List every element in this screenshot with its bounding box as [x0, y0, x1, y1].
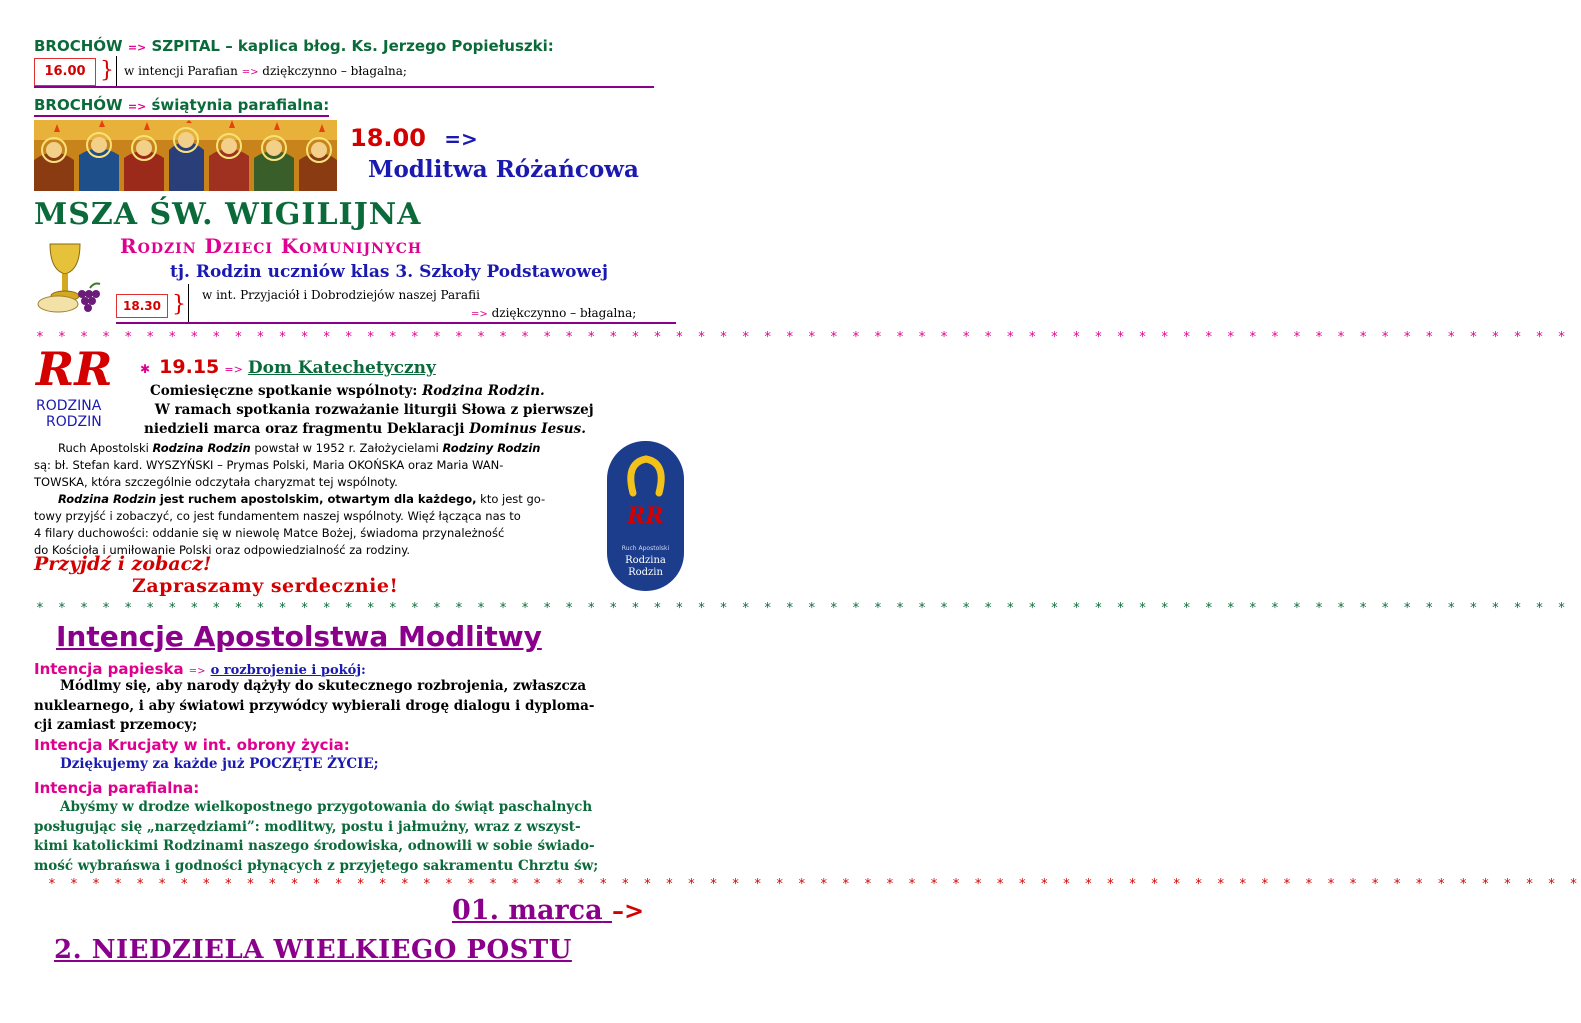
meeting-heading: [140, 356, 436, 378]
vigil-mass-row: [116, 284, 676, 324]
meeting-time: 19.15: [159, 356, 220, 378]
rr-logo-letters: RR: [36, 342, 113, 396]
divider: [116, 56, 117, 86]
sunday-title: 2. NIEDZIELA WIELKIEGO POSTU: [54, 935, 572, 965]
come-and-see-text: Przyjdź i zobacz!: [34, 553, 212, 575]
rodzina-rodzin-logo: RR RODZINA RODZIN: [36, 342, 113, 430]
arrow-icon: =>: [127, 100, 147, 113]
sunday-date: 01. marca –>: [452, 895, 645, 926]
parish-intention-text: Abyśmy w drodze wielkopostnego przygotowania do świąt paschalnych posługując się „narzędziami”: modlitwy, postu i jałmużny, wraz z wszyst- kimi katolickimi Rodzinami naszego środowiska, odnowili w sobie świado- mość wybrańswa i godności płynących z przyjętego sakramentu Chrztu św;: [34, 799, 599, 874]
pentecost-icon-image: [34, 120, 337, 191]
parish-church-heading: BROCHÓW => świątynia parafialna:: [34, 96, 329, 117]
arrow-icon: –>: [612, 896, 645, 925]
parish-intention-heading: Intencja parafialna:: [34, 779, 200, 797]
star-divider: * * * * * * * * * * * * * * * * * * * * * * * * * * * * * * * * * * * * * * * * * * * * * * * * * * * * * * * * * * * * * * * * * * * * * *: [36, 601, 1569, 616]
mass-intention: w int. Przyjaciół i Dobrodziejów naszej Parafii: [202, 288, 480, 302]
star-divider: * * * * * * * * * * * * * * * * * * * * * * * * * * * * * * * * * * * * * * * * * * * * * * * * * * * * * * * * * * * * * * * * * * * * * *: [36, 330, 1569, 345]
apostles-painting-icon: [34, 120, 337, 191]
meeting-place: Dom Katechetyczny: [247, 358, 436, 378]
mass-time: 18.30: [116, 294, 168, 318]
arrow-icon: =>: [444, 127, 478, 151]
arrow-icon: =>: [224, 363, 243, 376]
rosary-time: 18.00 =>: [350, 124, 478, 152]
rosary-event: Modlitwa Różańcowa: [368, 156, 639, 183]
brace-icon: }: [100, 58, 114, 83]
arrow-icon: =>: [188, 666, 206, 677]
hospital-chapel-heading: [34, 37, 554, 55]
invitation-text: Zapraszamy serdecznie!: [132, 575, 399, 597]
communion-families-heading: Rodzin Dzieci Komunijnych: [120, 234, 423, 258]
location-label: SZPITAL – kaplica błog. Ks. Jerzego Popiełuszki:: [151, 37, 554, 55]
badge-rr-letters: RR: [627, 503, 664, 529]
mass-intention: w intencji Parafian => dziękczynno – błagalna;: [124, 64, 407, 78]
papal-intention-text: Módlmy się, aby narody dążyły do skutecznego rozbrojenia, zwłaszcza nuklearnego, i aby światowi przywódcy wybierali drogę dialogu i dyploma- cji zamiast przemocy;: [34, 678, 595, 733]
chalice-image: [36, 240, 102, 316]
place-label: BROCHÓW: [34, 37, 123, 55]
hospital-mass-row: [34, 56, 654, 88]
brace-icon: }: [172, 292, 186, 317]
vigil-mass-title: MSZA ŚW. WIGILIJNA: [34, 197, 422, 232]
papal-intention-heading: Intencja papieska => o rozbrojenie i pokój:: [34, 660, 366, 678]
chalice-icon: [36, 240, 102, 316]
rodzina-rodzin-badge: RR Ruch Apostolski Rodzina Rodzin: [607, 441, 684, 591]
arrow-icon: =>: [127, 41, 147, 54]
crusade-intention-heading: Intencja Krucjaty w int. obrony życia:: [34, 736, 350, 754]
meeting-description: Comiesięczne spotkanie wspólnoty: Rodzina Rodzin. W ramach spotkania rozważanie liturgii Słowa z pierwszej niedzieli marca oraz fragmentu Deklaracji Dominus Iesus.: [144, 383, 594, 437]
crusade-intention-text: Dziękujemy za każde już POCZĘTE ŻYCIE;: [60, 756, 379, 772]
horseshoe-icon: [625, 453, 667, 497]
grade3-families-subtitle: tj. Rodzin uczniów klas 3. Szkoły Podstawowej: [170, 262, 609, 282]
mass-intention-type: => dziękczynno – błagalna;: [471, 306, 637, 320]
star-divider: * * * * * * * * * * * * * * * * * * * * * * * * * * * * * * * * * * * * * * * * * * * * * * * * * * * * * * * * * * * * * * * * * * * * * *: [48, 877, 1581, 892]
prayer-intentions-title: Intencje Apostolstwa Modlitwy: [56, 620, 542, 653]
mass-time: 16.00: [34, 58, 96, 86]
bullet-icon: ✱: [140, 362, 151, 376]
movement-description: Ruch Apostolski Rodzina Rodzin powstał w 1952 r. Założycielami Rodziny Rodzin są: bł. Stefan kard. WYSZYŃSKI – Prymas Polski, Maria OKOŃSKA oraz Maria WAN- TOWSKA, która szczególnie odczytała charyzmat tej wspólnoty. Rodzina Rodzin jest ruchem apostolskim, otwartym dla każdego, kto jest go- towy przyjść i zobaczyć, co jest fundamentem naszej wspólnoty. Więź łącząca nas to 4 filary duchowości: oddanie się w niewolę Matce Bożej, świadoma przynależność do Kościoła i umiłowanie Polski oraz odpowiedzialność za rodziny.: [34, 441, 546, 557]
divider: [188, 284, 189, 322]
